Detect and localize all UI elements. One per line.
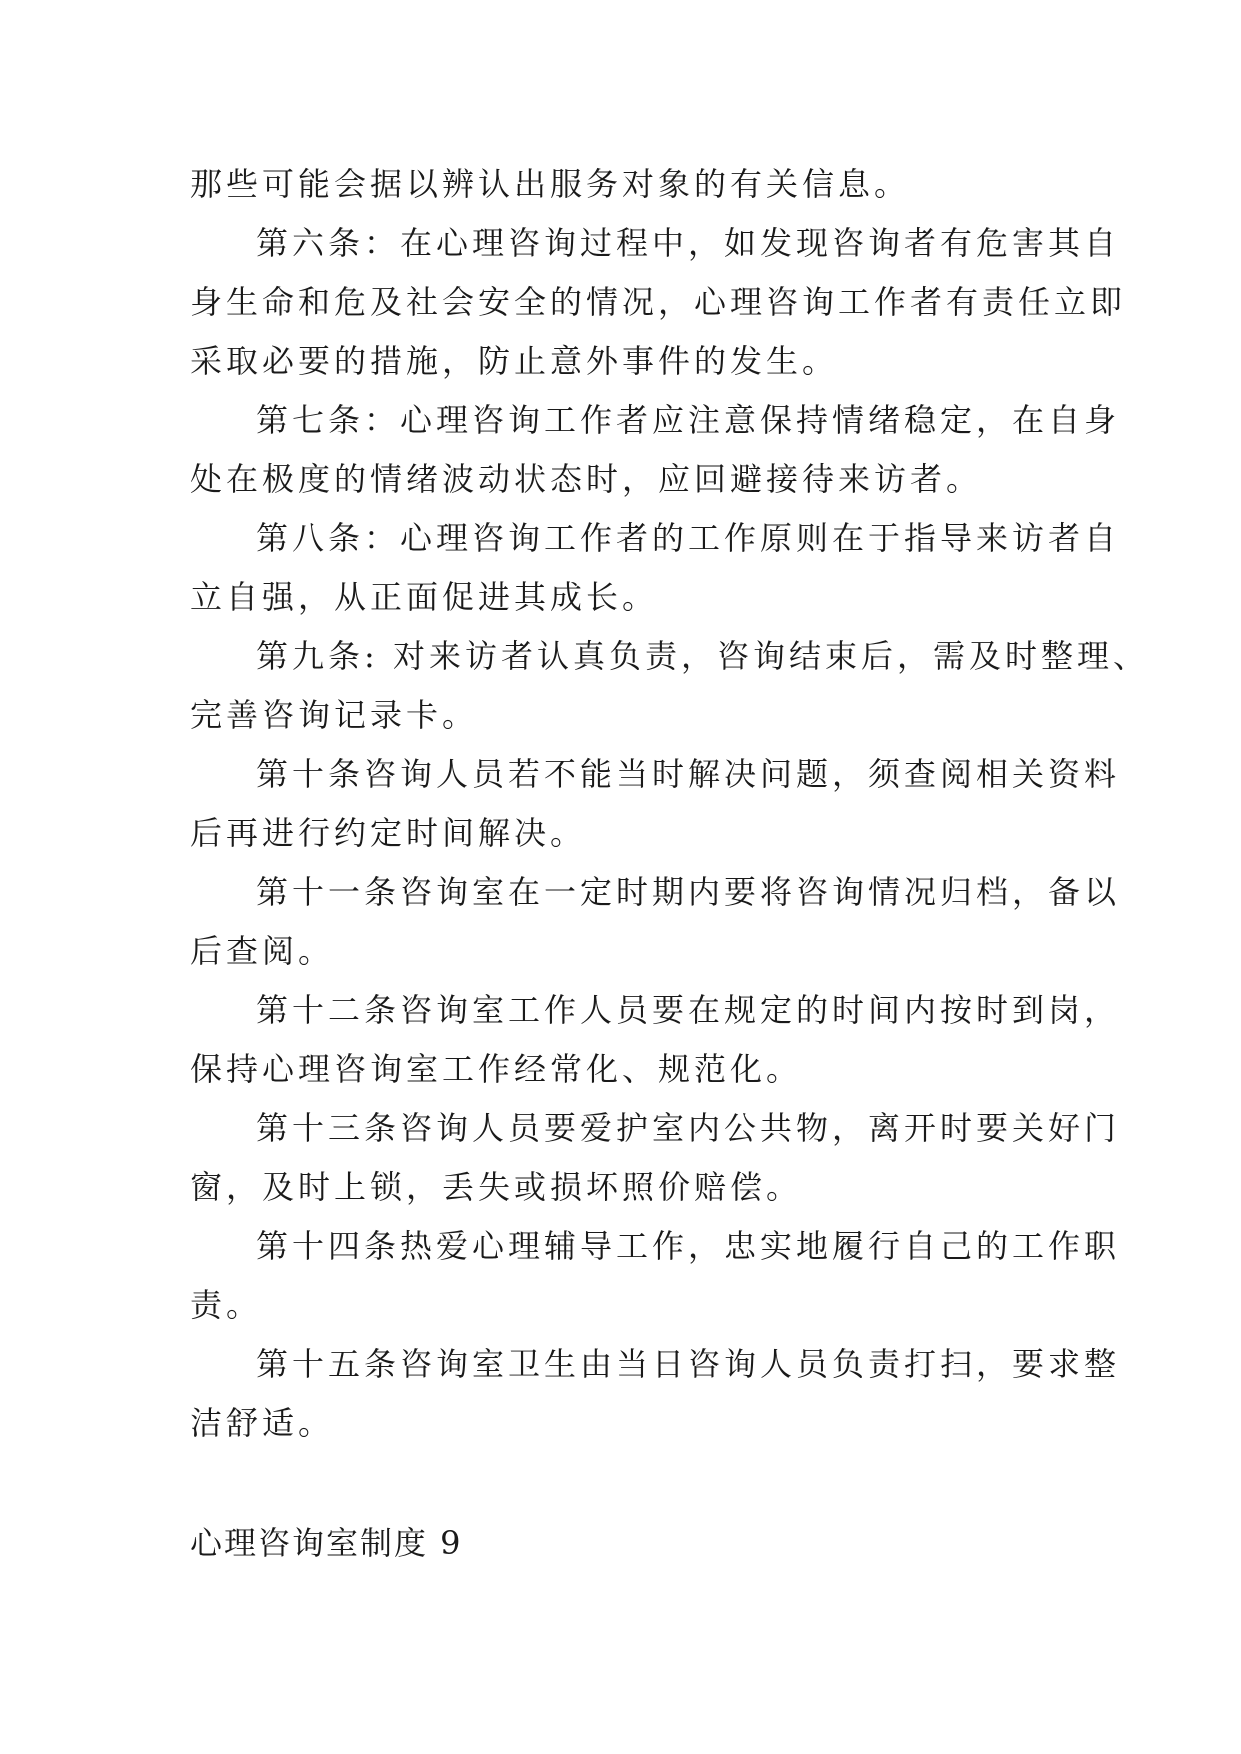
article-14-line-1: 第十四条热爱心理辅导工作，忠实地履行自己的工作职 bbox=[256, 1227, 1121, 1265]
article-13-line-2: 窗，及时上锁，丢失或损坏照价赔偿。 bbox=[190, 1168, 803, 1206]
article-13-line-1: 第十三条咨询人员要爱护室内公共物，离开时要关好门 bbox=[256, 1109, 1121, 1147]
article-12-line-2: 保持心理咨询室工作经常化、规范化。 bbox=[190, 1050, 803, 1088]
article-12-line-1: 第十二条咨询室工作人员要在规定的时间内按时到岗， bbox=[256, 991, 1121, 1029]
article-9-line-2: 完善咨询记录卡。 bbox=[190, 696, 479, 734]
section-title: 心理咨询室制度 9 bbox=[190, 1524, 463, 1562]
article-6-line-2: 身生命和危及社会安全的情况，心理咨询工作者有责任立即 bbox=[190, 283, 1127, 321]
article-11-line-2: 后查阅。 bbox=[190, 932, 335, 970]
article-15-line-2: 洁舒适。 bbox=[190, 1404, 335, 1442]
article-7-line-1: 第七条：心理咨询工作者应注意保持情绪稳定，在自身 bbox=[256, 401, 1121, 439]
article-6-line-3: 采取必要的措施，防止意外事件的发生。 bbox=[190, 342, 839, 380]
article-8-line-2: 立自强，从正面促进其成长。 bbox=[190, 578, 659, 616]
article-10-line-2: 后再进行约定时间解决。 bbox=[190, 814, 587, 852]
article-6-line-1: 第六条：在心理咨询过程中，如发现咨询者有危害其自 bbox=[256, 224, 1121, 262]
article-10-line-1: 第十条咨询人员若不能当时解决问题，须查阅相关资料 bbox=[256, 755, 1121, 793]
article-9-line-1: 第九条: 对来访者认真负责，咨询结束后，需及时整理、 bbox=[256, 637, 1149, 675]
article-8-line-1: 第八条：心理咨询工作者的工作原则在于指导来访者自 bbox=[256, 519, 1121, 557]
article-7-line-2: 处在极度的情绪波动状态时，应回避接待来访者。 bbox=[190, 460, 983, 498]
article-11-line-1: 第十一条咨询室在一定时期内要将咨询情况归档，备以 bbox=[256, 873, 1121, 911]
article-15-line-1: 第十五条咨询室卫生由当日咨询人员负责打扫，要求整 bbox=[256, 1345, 1121, 1383]
article-14-line-2: 责。 bbox=[190, 1286, 263, 1324]
text-line: 那些可能会据以辨认出服务对象的有关信息。 bbox=[190, 165, 911, 203]
